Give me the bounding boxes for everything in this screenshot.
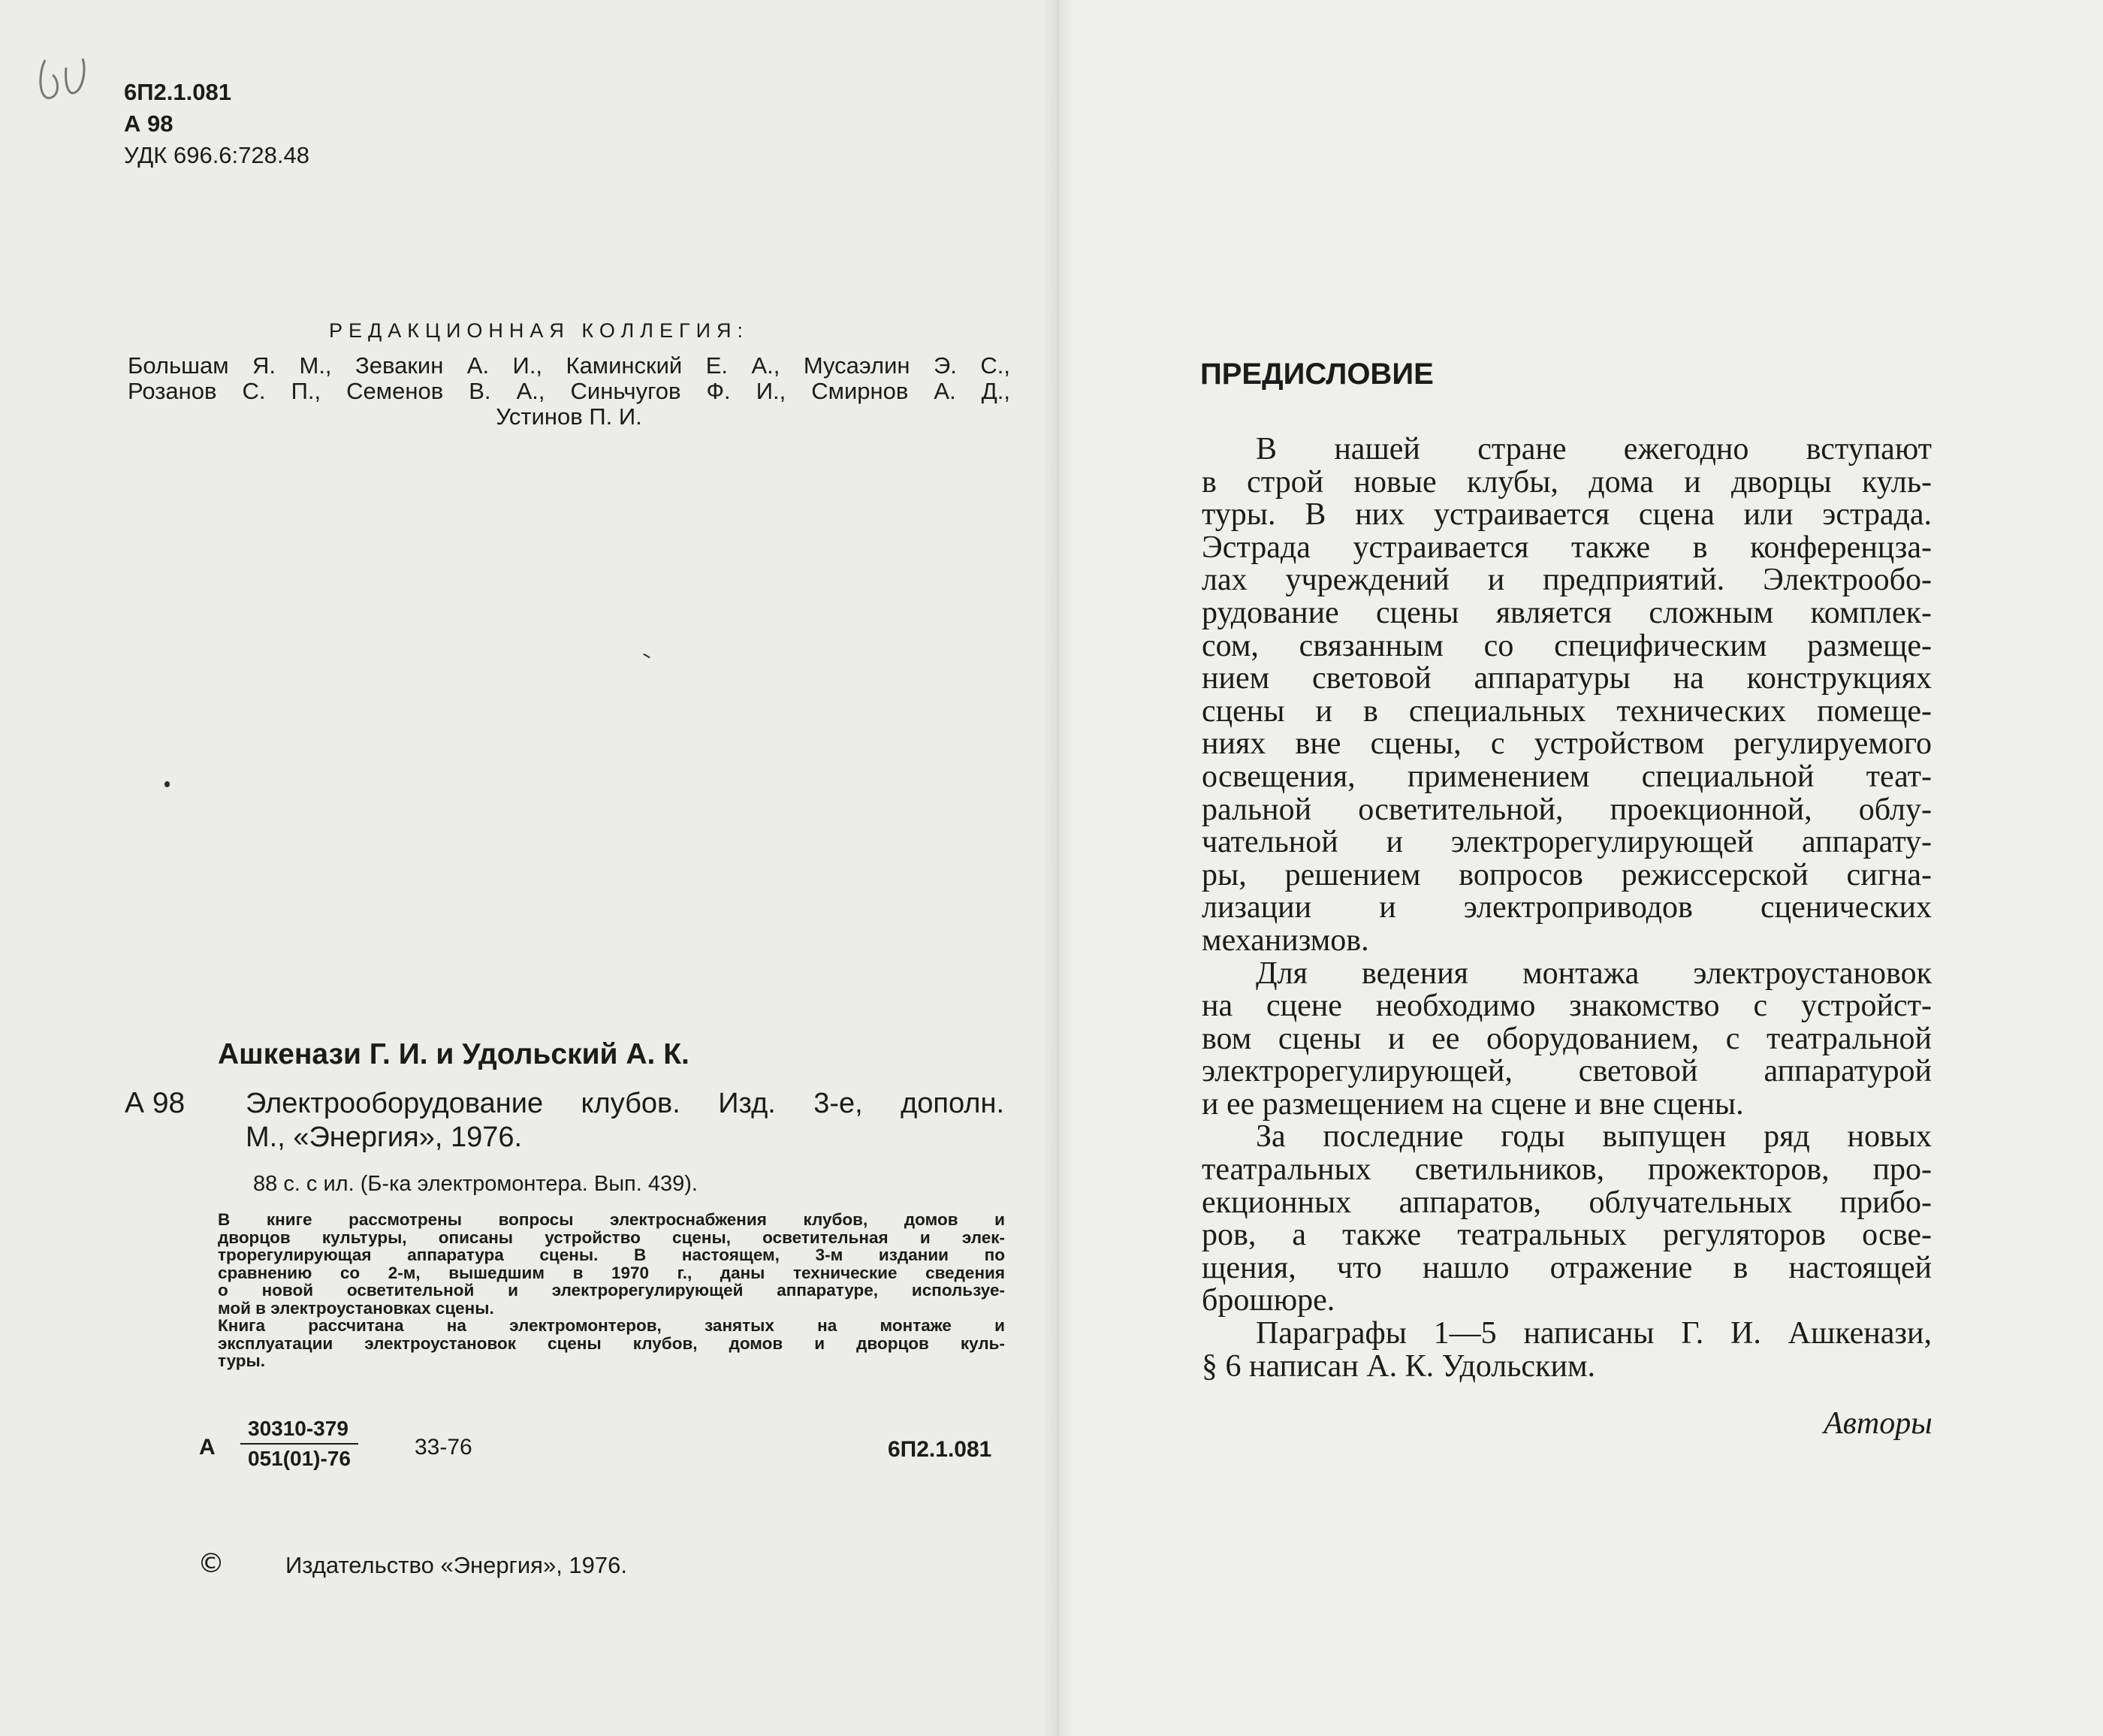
margin-mark: JU [98, 120, 99, 121]
publisher-line: Издательство «Энергия», 1976. [285, 1552, 628, 1578]
speck-mark [164, 781, 170, 787]
fraction-suffix: 33-76 [415, 1435, 472, 1460]
annotation-line: В книге рассмотрены вопросы электроснабжения клубов, домов и [218, 1210, 1005, 1229]
fraction-denominator: 051(01)-76 [248, 1447, 351, 1470]
speck-mark [643, 654, 650, 659]
preface-line: нием световой аппаратуры на конструкциях [1202, 661, 1932, 696]
annotation-line: сравнению со 2-м, вышедшим в 1970 г., даны технические сведения [218, 1263, 1005, 1282]
preface-line: ры, решением вопросов режиссерской сигна- [1202, 857, 1932, 892]
preface-line: екционных аппаратов, облучательных прибо- [1202, 1185, 1932, 1220]
preface-line: брошюре. [1202, 1283, 1335, 1318]
udk-code: УДК 696.6:728.48 [124, 142, 309, 168]
board-line: Большам Я. М., Зевакин А. И., Каминский Е. А., Мусаэлин Э. С., [128, 352, 1010, 379]
preface-line: § 6 написан А. К. Удольским. [1202, 1348, 1596, 1384]
annotation-line: трорегулирующая аппаратура сцены. В настоящем, 3-м издании по [218, 1245, 1005, 1264]
preface-line: театральных светильников, прожекторов, про- [1202, 1152, 1932, 1188]
board-line: Розанов С. П., Семенов В. А., Синьчугов Ф. И., Смирнов А. Д., [128, 378, 1010, 404]
annotation-line: туры. [218, 1351, 266, 1370]
preface-line: вом сцены и ее оборудованием, с театральной [1202, 1021, 1932, 1056]
preface-line: ниях вне сцены, с устройством регулируемого [1202, 726, 1932, 762]
preface-title: ПРЕДИСЛОВИЕ [1200, 358, 1434, 391]
annotation-line: мой в электроустановках сцены. [218, 1298, 494, 1318]
preface-line: на сцене необходимо знакомство с устройст- [1202, 989, 1932, 1024]
preface-line: Параграфы 1—5 написаны Г. И. Ашкенази, [1256, 1316, 1932, 1351]
publication-fraction [240, 1417, 358, 1471]
annotation [218, 1211, 1005, 1370]
annotation-line: дворцов культуры, описаны устройство сцены, осветительная и элек- [218, 1227, 1005, 1247]
preface-line: Для ведения монтажа электроустановок [1256, 956, 1932, 991]
preface-line: чательной и электрорегулирующей аппарату- [1202, 825, 1932, 860]
preface-line: щения, что нашло отражение в настоящей [1202, 1250, 1932, 1285]
preface-signature: Авторы [1824, 1406, 1933, 1441]
preface-line: освещения, применением специальной теат- [1202, 759, 1932, 794]
bib-title-line: М., «Энергия», 1976. [246, 1122, 523, 1153]
preface-line: туры. В них устраивается сцена или эстрада. [1202, 497, 1932, 533]
annotation-line: Книга рассчитана на электромонтеров, занятых на монтаже и [218, 1316, 1005, 1335]
board-line: Устинов П. И. [496, 403, 642, 430]
bib-title-line: Электрооборудование клубов. Изд. 3-е, дополн. [246, 1088, 1004, 1119]
preface-body [1202, 433, 1932, 1383]
preface-line: сом, связанным со специфическим размеще- [1202, 628, 1932, 663]
preface-line: рудование сцены является сложным комплек- [1202, 595, 1932, 630]
editorial-board-names [128, 353, 1010, 430]
book-gutter [1042, 0, 1073, 1736]
preface-line: лах учреждений и предприятий. Электрообо- [1202, 563, 1932, 598]
preface-line: в строй новые клубы, дома и дворцы куль- [1202, 464, 1932, 500]
annotation-line: эксплуатации электроустановок сцены клубов, домов и дворцов куль- [218, 1333, 1005, 1353]
preface-line: механизмов. [1202, 922, 1369, 958]
book-authors: Ашкенази Г. И. и Удольский А. К. [218, 1038, 689, 1070]
preface-line: ральной осветительной, проекционной, облу- [1202, 792, 1932, 827]
editorial-board-heading: РЕДАКЦИОННАЯ КОЛЛЕГИЯ: [329, 319, 750, 342]
preface-line: ров, а также театральных регуляторов осве- [1202, 1218, 1932, 1253]
preface-line: электрорегулирующей, световой аппаратурой [1202, 1054, 1932, 1089]
preface-line: За последние годы выпущен ряд новых [1256, 1119, 1932, 1155]
annotation-line: о новой осветительной и электрорегулирующей аппаратуре, используе- [218, 1281, 1005, 1300]
preface-line: Эстрада устраивается также в конференцза- [1202, 530, 1932, 565]
pencil-mark-icon [30, 45, 98, 120]
classification-codes [124, 77, 309, 171]
index-letter: А [199, 1435, 216, 1460]
preface-line: сцены и в специальных технических помеще- [1202, 693, 1932, 729]
bbk-code: 6П2.1.081 [124, 79, 231, 105]
bib-pages: 88 с. с ил. (Б-ка электромонтера. Вып. 439). [253, 1172, 698, 1196]
bib-index: А 98 [125, 1087, 186, 1119]
bib-title [246, 1087, 1004, 1155]
fraction-numerator: 30310-379 [240, 1417, 358, 1445]
index-code: А 98 [124, 110, 173, 137]
preface-line: лизации и электроприводов сценических [1202, 890, 1932, 925]
preface-line: и ее размещением на сцене и вне сцены. [1202, 1086, 1744, 1122]
copyright-icon: © [198, 1548, 225, 1579]
catalog-code: 6П2.1.081 [888, 1437, 992, 1462]
preface-line: В нашей стране ежегодно вступают [1256, 432, 1932, 466]
